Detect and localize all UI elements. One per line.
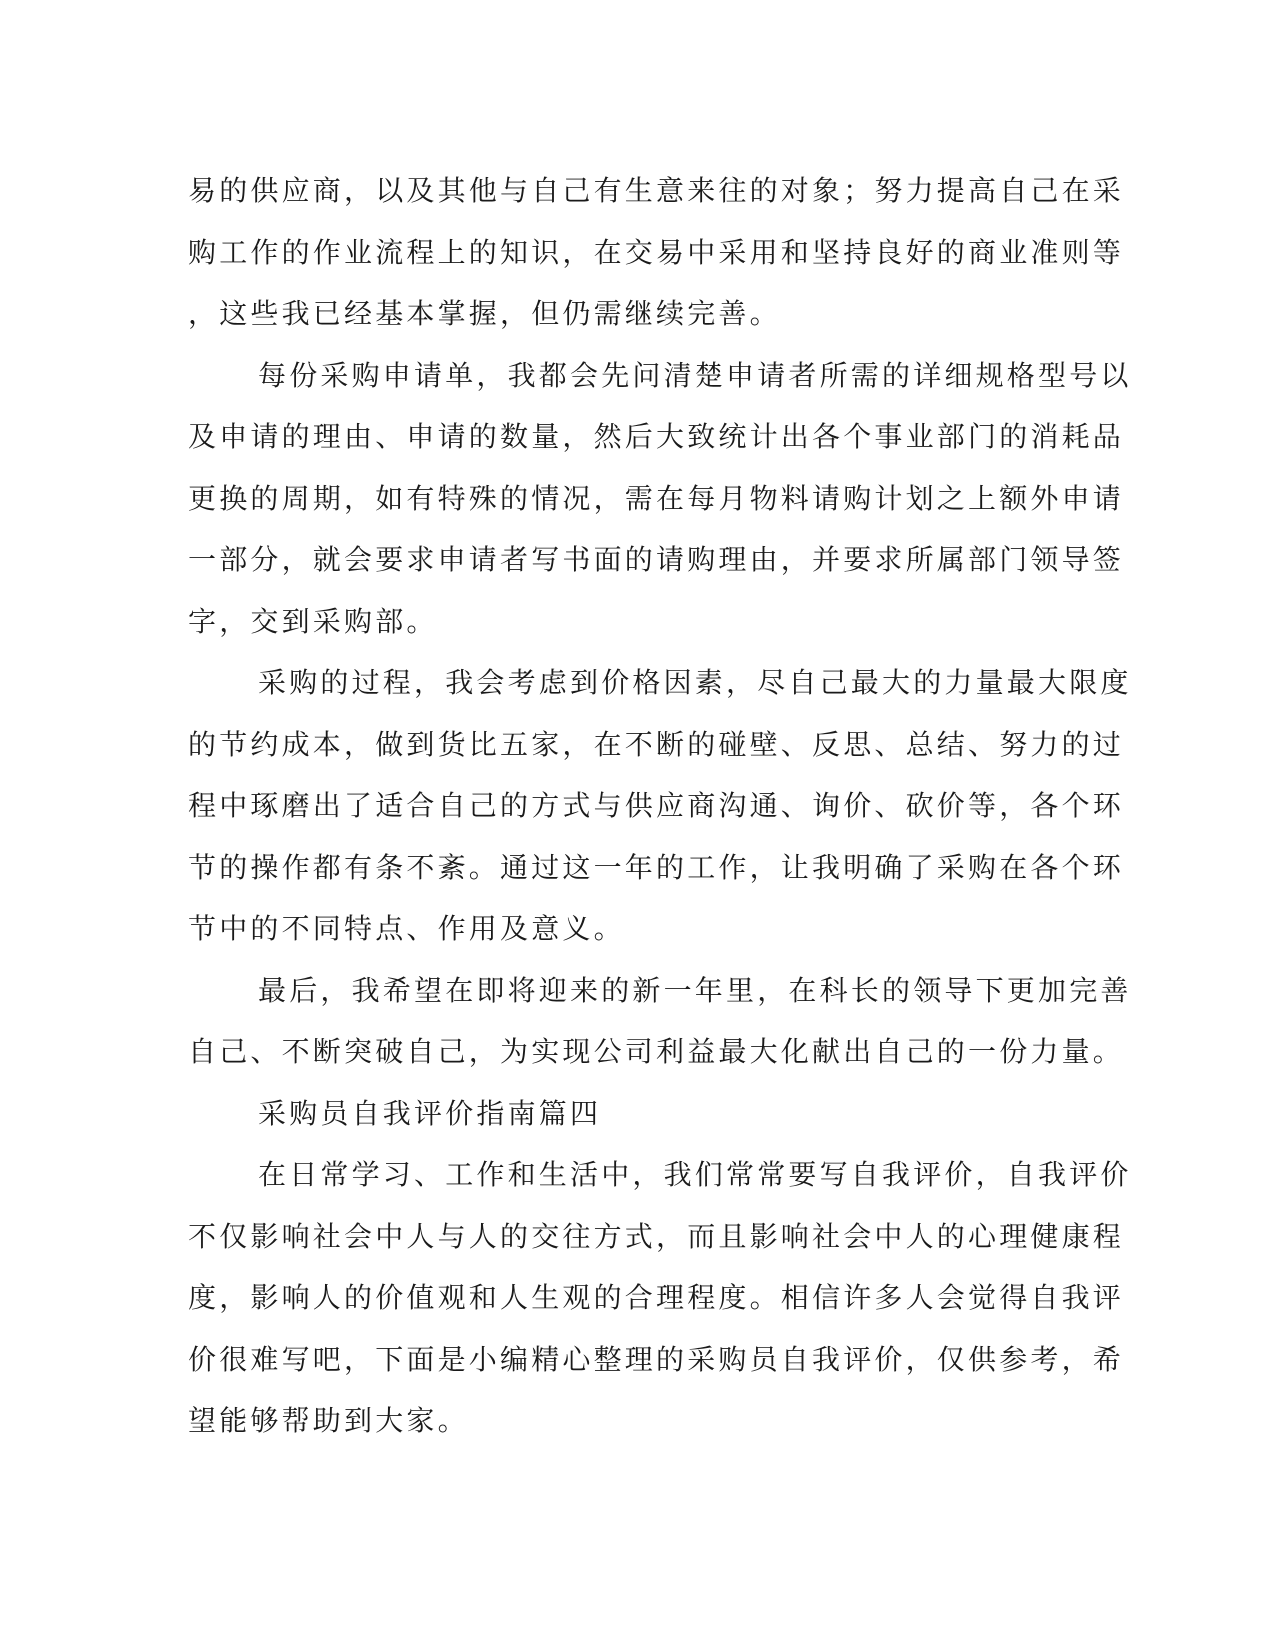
text-line: 自己、不断突破自己，为实现公司利益最大化献出自己的一份力量。	[188, 1035, 1125, 1068]
text-line: 及申请的理由、申请的数量，然后大致统计出各个事业部门的消耗品	[188, 420, 1125, 453]
text-line: 易的供应商，以及其他与自己有生意来往的对象；努力提高自己在采	[188, 174, 1125, 207]
text-line: 节的操作都有条不紊。通过这一年的工作，让我明确了采购在各个环	[188, 850, 1125, 884]
section-heading: 采购员自我评价指南篇四	[258, 1096, 602, 1130]
text-line: 不仅影响社会中人与人的交往方式，而且影响社会中人的心理健康程	[188, 1219, 1125, 1253]
text-line: 节中的不同特点、作用及意义。	[188, 912, 625, 945]
text-line: 字，交到采购部。	[188, 604, 438, 638]
text-line: ，这些我已经基本掌握，但仍需继续完善。	[188, 297, 781, 330]
text-line: 最后，我希望在即将迎来的新一年里，在科长的领导下更加完善	[258, 973, 1132, 1007]
text-line: 采购的过程，我会考虑到价格因素，尽自己最大的力量最大限度	[258, 666, 1132, 699]
text-line: 的节约成本，做到货比五家，在不断的碰壁、反思、总结、努力的过	[188, 727, 1125, 761]
text-line: 价很难写吧，下面是小编精心整理的采购员自我评价，仅供参考，希	[188, 1342, 1125, 1376]
text-line: 度，影响人的价值观和人生观的合理程度。相信许多人会觉得自我评	[188, 1281, 1125, 1314]
text-line: 购工作的作业流程上的知识，在交易中采用和坚持良好的商业准则等	[188, 235, 1125, 269]
text-line: 每份采购申请单，我都会先问清楚申请者所需的详细规格型号以	[258, 358, 1132, 392]
text-line: 一部分，就会要求申请者写书面的请购理由，并要求所属部门领导签	[188, 543, 1125, 576]
text-line: 程中琢磨出了适合自己的方式与供应商沟通、询价、砍价等，各个环	[188, 789, 1125, 822]
document-body	[188, 160, 1132, 1452]
text-line: 望能够帮助到大家。	[188, 1404, 469, 1437]
text-line: 在日常学习、工作和生活中，我们常常要写自我评价，自我评价	[258, 1158, 1132, 1191]
text-line: 更换的周期，如有特殊的情况，需在每月物料请购计划之上额外申请	[188, 481, 1125, 515]
